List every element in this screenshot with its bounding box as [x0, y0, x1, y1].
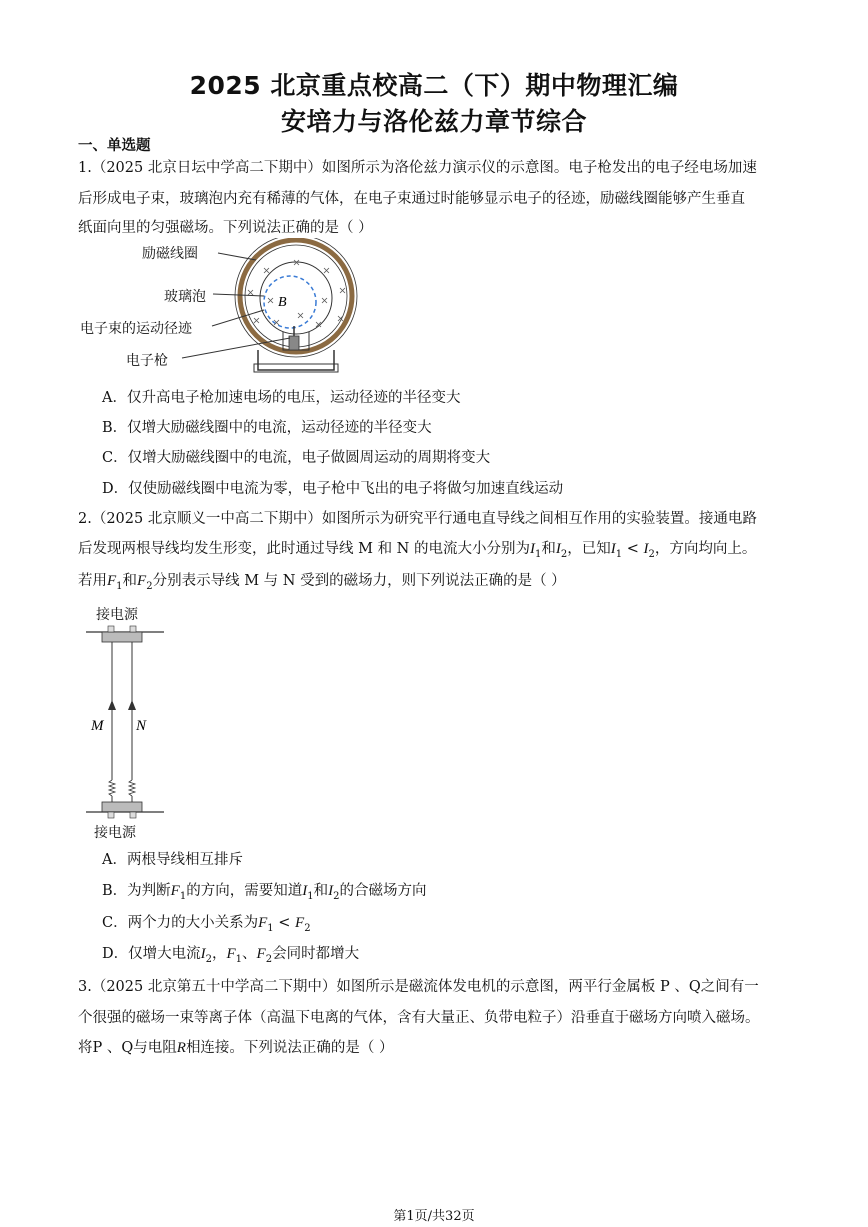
q1-option-c: C．仅增大励磁线圈中的电流，电子做圆周运动的周期将变大 [102, 450, 491, 466]
q3-line-1: 3.（2025 北京第五十中学高二下期中）如图所示是磁流体发电机的示意图，两平行金属板 P 、Q之间有一 [78, 979, 759, 995]
q2-option-d: D．仅增大电流$I_2$，$F_1$、$F_2$会同时都增大 [102, 946, 360, 965]
label-power-top: 接电源 [96, 607, 138, 623]
wire-m-label: M [91, 718, 104, 734]
q3-line-2: 个很强的磁场一束等离子体（高温下电离的气体，含有大量正、负带电粒子）沿垂直于磁场方向喷入磁场。 [78, 1010, 760, 1026]
label-track: 电子束的运动径迹 [80, 321, 192, 337]
page-footer: 第1页/共32页 [393, 1209, 475, 1224]
q2-option-b: B．为判断$F_1$的方向，需要知道$I_1$和$I_2$的合磁场方向 [102, 883, 427, 902]
parallel-wires-diagram [80, 600, 170, 845]
q1-option-d: D．仅使励磁线圈中电流为零，电子枪中飞出的电子将做匀加速直线运动 [102, 481, 564, 497]
label-gun: 电子枪 [126, 353, 168, 369]
wire-n-label: N [136, 718, 147, 734]
lorentz-apparatus-diagram [78, 238, 378, 378]
label-bulb: 玻璃泡 [164, 289, 206, 305]
page-title: 2025 北京重点校高二（下）期中物理汇编 [189, 71, 679, 100]
q1-option-b: B．仅增大励磁线圈中的电流，运动径迹的半径变大 [102, 420, 432, 436]
q1-line-2: 后形成电子束，玻璃泡内充有稀薄的气体，在电子束通过时能够显示电子的径迹，励磁线圈能够产生垂直 [78, 191, 745, 207]
field-symbol: B [278, 295, 287, 310]
page-subtitle: 安培力与洛伦兹力章节综合 [280, 107, 587, 136]
q2-option-c: C．两个力的大小关系为$F_1 < F_2$ [102, 915, 311, 934]
q2-line-1: 2.（2025 北京顺义一中高二下期中）如图所示为研究平行通电直导线之间相互作用的实验装置。接通电路 [78, 511, 757, 527]
q1-option-a: A．仅升高电子枪加速电场的电压，运动径迹的半径变大 [102, 390, 461, 406]
q1-line-3: 纸面向里的匀强磁场。下列说法正确的是（ ） [78, 220, 373, 236]
q2-line-3: 若用$F_1$和$F_2$分别表示导线 M 与 N 受到的磁场力，则下列说法正确的是（ ） [78, 573, 566, 592]
q2-option-a: A．两根导线相互排斥 [102, 852, 243, 868]
q2-figure [80, 600, 170, 845]
q2-line-2: 后发现两根导线均发生形变，此时通过导线 M 和 N 的电流大小分别为$I_1$和$I_2$，已知$I_1 < I_2$，方向均向上。 [78, 541, 757, 560]
q1-figure [78, 238, 378, 378]
section-heading: 一、单选题 [78, 138, 151, 154]
label-power-bottom: 接电源 [94, 825, 136, 841]
label-coil: 励磁线圈 [142, 246, 198, 262]
q1-line-1: 1.（2025 北京日坛中学高二下期中）如图所示为洛伦兹力演示仪的示意图。电子枪发出的电子经电场加速 [78, 160, 757, 176]
q3-line-3: 将P 、Q与电阻R相连接。下列说法正确的是（ ） [78, 1040, 394, 1056]
